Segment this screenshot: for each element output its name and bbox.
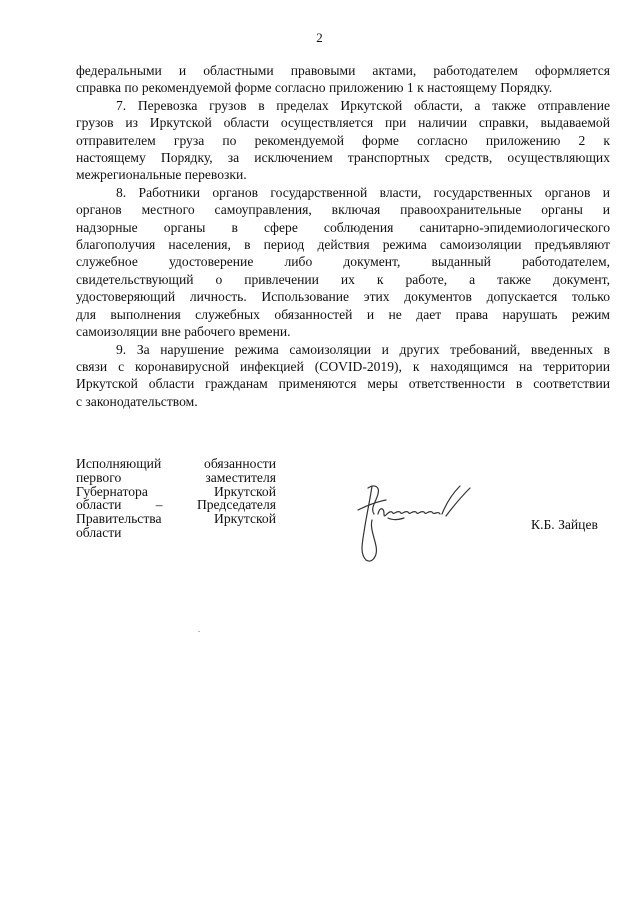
text-line: благополучия населения, в период действия режима самоизоляции предъявляют — [76, 237, 610, 253]
position-word: первого — [76, 469, 122, 485]
paragraph-8 — [76, 184, 610, 341]
text-line: отправителем груза по рекомендуемой форме согласно приложению 2 к — [76, 132, 610, 148]
position-word: Правительства — [76, 511, 162, 527]
text-line: 7. Перевозка грузов в пределах Иркутской области, а также отправление — [116, 97, 610, 113]
paragraph-7 — [76, 97, 610, 184]
position-word: обязанности — [204, 456, 276, 471]
text-line: надзорные органы в сфере соблюдения санитарно-эпидемиологического — [76, 219, 610, 235]
text-line: свидетельствующий о привлечении их к работе, а также документ, — [76, 271, 610, 287]
position-line — [76, 498, 276, 512]
scan-speck — [198, 631, 200, 632]
text-line: настоящему Порядку, за исключением транспортных средств, осуществляющих — [76, 150, 610, 166]
position-line — [76, 457, 276, 471]
position-line — [76, 512, 276, 526]
text-line: федеральными и областными правовыми актами, работодателем оформляется — [76, 63, 610, 78]
text-line: служебное удостоверение либо документ, выданный работодателем, — [76, 254, 610, 270]
signatory-position — [76, 457, 276, 540]
text-line: Иркутской области гражданам применяются меры ответственности в соответствии — [76, 376, 610, 392]
position-word: заместителя — [205, 469, 276, 485]
position-line — [76, 485, 276, 499]
text-line: с законодательством. — [76, 393, 198, 409]
position-word: – — [155, 497, 163, 513]
position-word: области — [76, 524, 122, 540]
paragraph-continuation — [76, 62, 610, 97]
paragraph-9 — [76, 341, 610, 411]
position-word: Губернатора — [76, 483, 148, 499]
position-word: Иркутской — [214, 483, 276, 499]
handwritten-signature — [348, 480, 498, 566]
text-line: для выполнения служебных обязанностей и не дает права нарушать режим — [76, 306, 610, 322]
position-word: Иркутской — [214, 511, 276, 527]
page-number: 2 — [316, 30, 323, 45]
text-line: грузов из Иркутской области осуществляется при наличии справки, выдаваемой — [76, 115, 610, 131]
document-body — [76, 62, 610, 410]
position-line — [76, 471, 276, 485]
position-word: Председателя — [196, 497, 276, 513]
text-line: справка по рекомендуемой форме согласно приложению 1 к настоящему Порядку. — [76, 80, 553, 96]
text-line: межрегиональные перевозки. — [76, 167, 247, 183]
text-line: удостоверяющий личность. Использование этих документов допускается только — [76, 289, 610, 305]
text-line: 9. За нарушение режима самоизоляции и других требований, введенных в — [116, 341, 610, 357]
position-line — [76, 526, 276, 540]
text-line: 8. Работники органов государственной власти, государственных органов и — [116, 184, 610, 200]
position-word: Исполняющий — [76, 456, 162, 471]
text-line: органов местного самоуправления, включая правоохранительные органы и — [76, 202, 610, 218]
text-line: связи с коронавирусной инфекцией (COVID-2019), к находящимся на территории — [76, 358, 610, 374]
position-word: области — [76, 497, 122, 513]
signer-name: К.Б. Зайцев — [531, 517, 598, 532]
text-line: самоизоляции вне рабочего времени. — [76, 324, 291, 340]
